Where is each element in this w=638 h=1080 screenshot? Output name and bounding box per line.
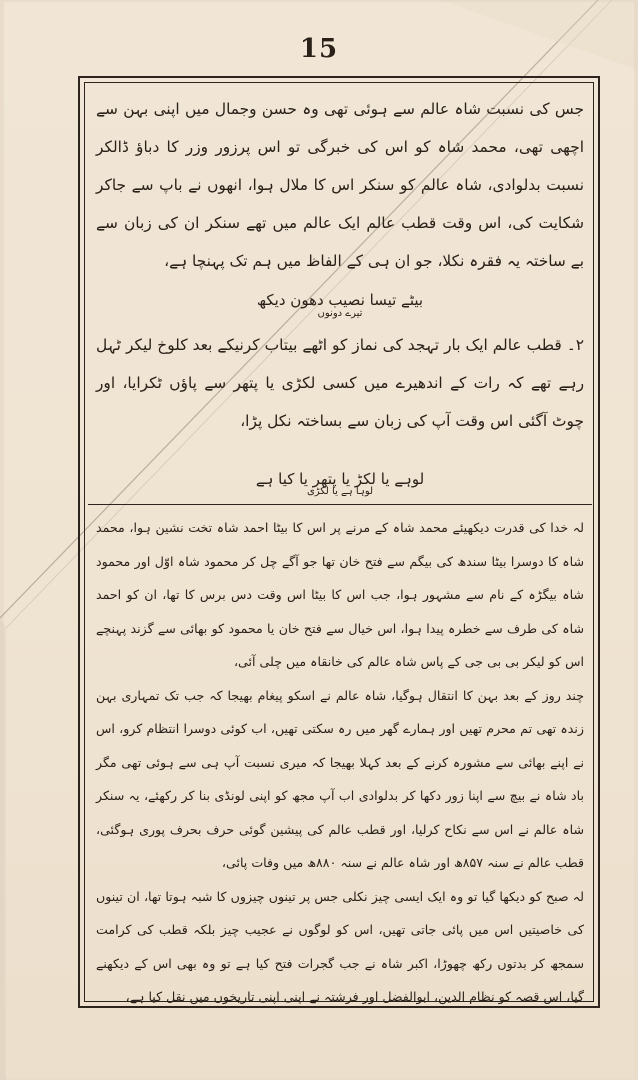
page-number: 15 [299,34,339,64]
paragraph-1: جس کی نسبت شاہ عالم سے ہوئی تھی وہ حسن وجمال میں اپنی بہن سے اچھی تھی، محمد شاہ کو اس کی خبرگی تو اس پرزور وزر کا دباؤ ڈالکر نسبت بدلوادی، شاہ عالم کو سنکر اس کا ملال ہوا، انھوں نے باپ سے جاکر شکایت کی، اس وقت قطب عالم ایک عالم میں تھے سنکر ان کی زبان سے بے ساختہ یہ فقرہ نکلا، جو ان ہی کے الفاظ میں ہم تک پہنچا ہے، [96,100,584,270]
verse-2-gloss: لوہا ہے یا لکڑی [306,486,374,497]
verse-2-line: لوہے یا لکڑ یا پتھر یا کیا ہے [255,470,425,488]
verse-2 [96,468,584,498]
footnotes [96,511,584,1014]
verse-1-gloss: تیرے دونوں [317,308,363,319]
paragraph-2: ۲۔ قطب عالم ایک بار تہجد کی نماز کو اٹھے بیتاب کرنیکے بعد کلوخ لیکر ٹہل رہے تھے کہ رات کے اندھیرے میں کسی لکڑی یا پتھر سے پاؤں ٹکرایا، اور چوٹ آگئی اس وقت آپ کی زبان سے بساختہ نکل پڑا، [96,336,584,430]
verse-1-line: بیٹے تیسا نصیب دھون دیکھ [256,291,424,309]
footnote-2: لہ صبح کو دیکھا گیا تو وہ ایک ایسی چیز نکلی جس پر تینوں چیزوں کا شبہ ہوتا تھا، ان تینوں کی خاصیتیں اس میں پائی جاتی تھیں، اس کو لوگوں نے عجیب چیز بلکہ قطب کی کرامت سمجھ کر بدتوں رکھ چھوڑا، اکبر شاہ نے جب گجرات فتح کیا ہے تو وہ بھی اس کے دیکھنے گیا، اس قصہ کو نظام الدین، ابوالفضل اور فرشتہ نے اپنی اپنی تاریخوں میں نقل کیا ہے، [96,888,584,1004]
verse-1 [96,288,584,320]
footnote-divider [88,504,592,505]
page-content [96,90,584,1014]
footnote-1-continued: چند روز کے بعد بہن کا انتقال ہوگیا، شاہ عالم نے اسکو پیغام بھیجا کہ جب تک تمہاری بہن زندہ تھی تم محرم تھیں اور ہمارے گھر میں رہ سکتی تھیں، اب کوئی دوسرا انتظام کرو، اس نے اپنے بھائی سے مشورہ کرنے کے بعد کہلا بھیجا کہ میری نسبت آپ ہی سے ہوئی تھی مگر باد شاہ نے بیچ سے اپنا زور دکھا کر بدلوادی اب آپ مجھ کو اپنی لونڈی بنا کر رکھئے، یہ سنکر شاہ عالم نے اس سے نکاح کرلیا، اور قطب عالم کی پیشین گوئی حرف بحرف پوری ہوگئی، قطب عالم نے سنہ ۸۵۷ھ اور شاہ عالم نے سنہ ۸۸۰ھ میں وفات پائی، [96,687,584,870]
footnote-1: لہ خدا کی قدرت دیکھیئے محمد شاہ کے مرنے پر اس کا بیٹا احمد شاہ تخت نشین ہوا، محمد شاہ کا دوسرا بیٹا سندھ کی بیگم سے فتح خان تھا جو آگے چل کر محمود شاہ اوّل اور محمود شاہ بیگڑہ کے نام سے مشہور ہوا، جب اس کا بیٹا اس وقت دس برس کا تھا، ان کو احمد شاہ کی طرف سے خطرہ پیدا ہوا، اس خیال سے فتح خان یا محمود کو بھائی سے گزند پہنچے اس کو لیکر بی بی جی کے پاس شاہ عالم کی خانقاہ میں چلی آئی، [96,520,584,669]
main-text [96,90,584,498]
